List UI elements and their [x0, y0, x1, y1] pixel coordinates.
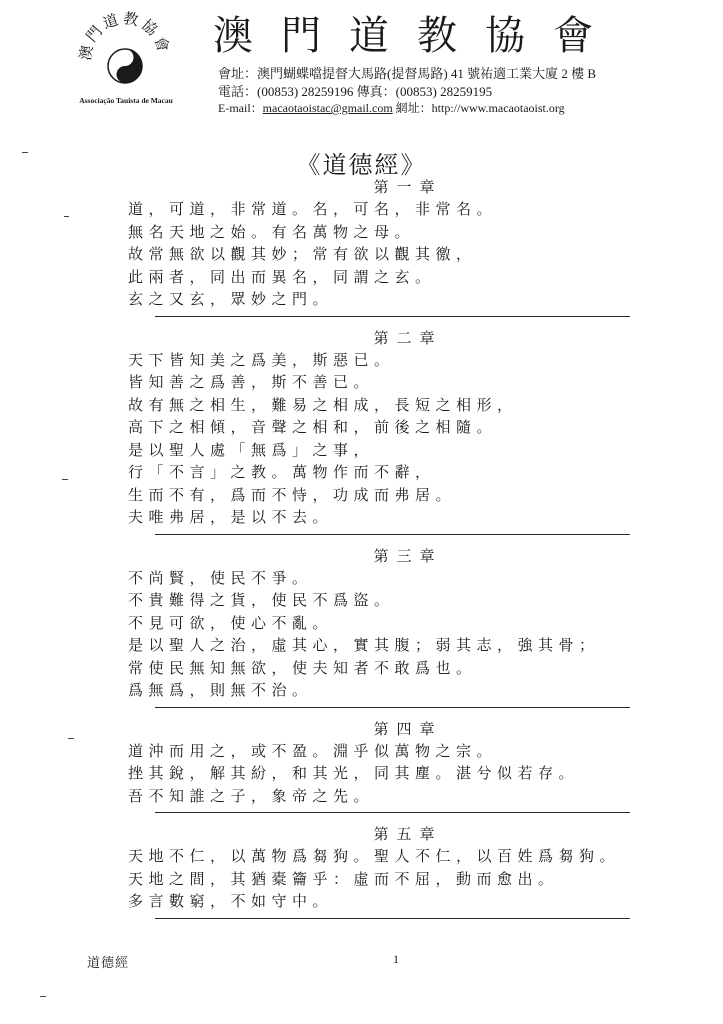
- verse-line: 道沖而用之，或不盈。淵乎似萬物之宗。: [128, 741, 498, 760]
- yin-yang-logo-icon: [70, 6, 180, 98]
- scan-speck: [68, 738, 74, 739]
- verse-line: 天地之間，其猶橐籥乎：虛而不屈，動而愈出。: [128, 869, 559, 888]
- verse-line: 天地不仁，以萬物爲芻狗。聖人不仁，以百姓爲芻狗。: [128, 847, 621, 865]
- organization-title: 澳門道教協會: [213, 13, 621, 59]
- chapter-divider: [155, 812, 630, 813]
- email-link[interactable]: macaotaoistac@gmail.com: [262, 101, 393, 115]
- chapter-block: [128, 718, 658, 814]
- verse-line: 無名天地之始。有名萬物之母。: [128, 222, 416, 241]
- scan-speck: [22, 152, 28, 153]
- verse-line: 是以聖人處「無爲」之事，: [128, 440, 375, 459]
- verse-line: 故常無欲以觀其妙；常有欲以觀其徼，: [128, 245, 477, 263]
- chapters-container: [128, 176, 658, 929]
- verse-line: 皆知善之爲善，斯不善已。: [128, 373, 375, 391]
- logo-ring-text: 澳門道教協會: [76, 8, 174, 62]
- verse-line: 是以聖人之治，虛其心，實其腹；弱其志，強其骨；: [128, 636, 600, 654]
- association-logo: [70, 6, 180, 112]
- verse-line: 故有無之相生，難易之相成，長短之相形，: [128, 395, 518, 414]
- email-label: E-mail：: [218, 101, 263, 115]
- chapter-divider: [155, 918, 630, 919]
- logo-caption: Associação Tauista de Macau: [79, 96, 173, 105]
- chapter-divider: [155, 534, 630, 535]
- verse-line: 生而不有，爲而不恃，功成而弗居。: [128, 485, 457, 504]
- verse-line: 挫其銳，解其紛，和其光，同其塵。湛兮似若存。: [128, 764, 580, 782]
- verse-line: 不尚賢，使民不爭。: [128, 568, 313, 587]
- chapter-title: 第四章: [373, 719, 443, 738]
- address-line: 會址：澳門蝴蝶噹提督大馬路(提督馬路) 41 號祐適工業大廈 2 樓 B: [218, 66, 597, 81]
- chapter-title: 第五章: [373, 825, 443, 843]
- verse-line: 此兩者，同出而異名，同謂之玄。: [128, 267, 436, 286]
- verse-line: 不貴難得之貨，使民不爲盜。: [128, 591, 395, 609]
- verse-line: 天下皆知美之爲美，斯惡已。: [128, 350, 395, 369]
- verse-line: 多言數窮，不如守中。: [128, 892, 334, 910]
- verse-line: 夫唯弗居，是以不去。: [128, 508, 334, 526]
- verse-line: 不見可欲，使心不亂。: [128, 613, 334, 632]
- chapter-title: 第一章: [373, 178, 443, 196]
- verse-line: 爲無爲，則無不治。: [128, 681, 313, 699]
- email-web-line: [218, 99, 565, 116]
- phone-fax-line: 電話：(00853) 28259196 傳真：(00853) 28259195: [218, 84, 493, 99]
- scan-speck: [40, 996, 46, 997]
- verse-line: 常使民無知無欲，使夫知者不敢爲也。: [128, 658, 477, 677]
- page-number: 1: [393, 952, 399, 966]
- chapter-divider: [155, 707, 630, 708]
- chapter-title: 第三章: [373, 546, 443, 565]
- chapter-block: [128, 823, 658, 919]
- footer-title: 道德經: [87, 956, 130, 971]
- document-title: 《道德經》: [296, 151, 427, 179]
- verse-line: 行「不言」之教。萬物作而不辭，: [128, 463, 436, 481]
- chapter-block: [128, 545, 658, 708]
- scan-speck: [64, 216, 69, 217]
- verse-line: 道，可道，非常道。名，可名，非常名。: [128, 200, 498, 218]
- chapter-divider: [155, 316, 630, 317]
- chapter-block: [128, 327, 658, 535]
- website-text: 網址：http://www.macaotaoist.org: [392, 101, 565, 115]
- verse-line: 高下之相傾，音聲之相和，前後之相隨。: [128, 418, 498, 436]
- chapter-block: [128, 176, 658, 317]
- verse-line: 吾不知誰之子，象帝之先。: [128, 786, 375, 805]
- verse-line: 玄之又玄，眾妙之門。: [128, 290, 334, 308]
- chapter-title: 第二章: [373, 328, 443, 347]
- scan-speck: [62, 479, 68, 480]
